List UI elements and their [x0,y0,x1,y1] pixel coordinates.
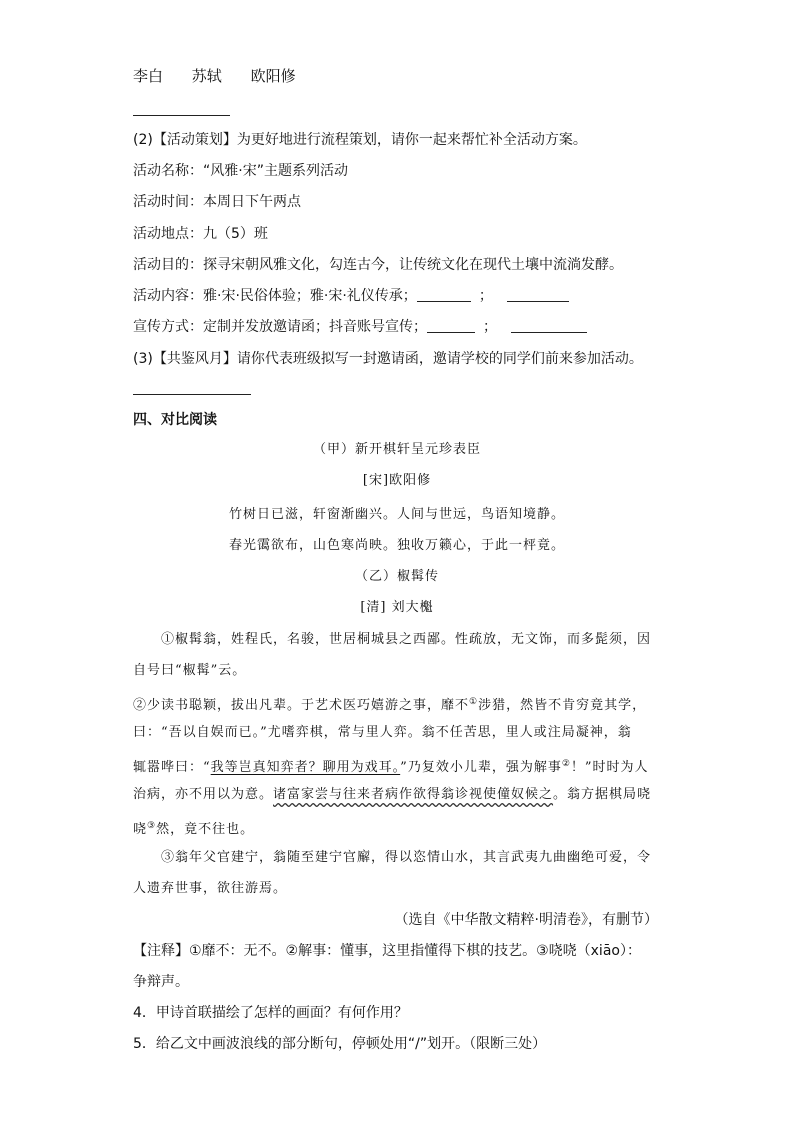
question-5: 5．给乙文中画波浪线的部分断句，停顿处用“/”划开。（限断三处） [133,1036,547,1052]
poet-list [133,67,296,85]
prose-p2-line-4 [133,786,651,804]
question-4: 4．甲诗首联描绘了怎样的画面？有何作用？ [133,1005,408,1021]
prose-p3-line-1: ③翁年父官建宁，翁随至建宁官廨，得以恣情山水，其言武夷九曲幽绝可爱，令 [161,850,652,865]
p2a-text: ②少读书聪颖，拔出凡辈。于艺术医巧嬉游之事，靡不 [133,698,470,713]
notes-line-1: 【注释】①靡不：无不。②解事：懂事，这里指懂得下棋的技艺。③哓哓（xiāo）： [133,943,641,959]
promo-blank-1[interactable] [427,318,475,333]
prose-p3-line-2: 人遗弃世事，欲往游焉。 [133,881,288,896]
prose-p2-line-3 [133,755,649,777]
note-marker-3: ③ [147,821,157,831]
p2c-mid: ”乃复效小儿辈，强为解事 [400,760,562,775]
p2e-post: 然，竟不往也。 [156,822,255,837]
activity-place: 活动地点：九（5）班 [133,226,268,242]
poet-su-shi: 苏轼 [191,67,222,85]
activity-goal: 活动目的：探寻宋朝风雅文化，勾连古今，让传统文化在现代土壤中流淌发酵。 [133,257,623,273]
activity-content [133,287,569,305]
prose-p1-line-2: 自号曰“椒髯”云。 [133,663,247,678]
promo-sep: ； [483,319,497,335]
activity-name: 活动名称：“风雅·宋”主题系列活动 [133,163,348,179]
prose-title: （乙）椒髯传 [354,569,439,584]
p2a-rest: 涉猎，然皆不肯穷竟其学， [478,698,647,713]
content-blank-1[interactable] [417,287,471,302]
promotion-method [133,318,587,336]
poem-title: （甲）新开棋轩呈元珍表臣 [312,442,481,457]
prose-p2-line-2: 曰：“吾以自娱而已。”尤嗜弈棋，常与里人弈。翁不任苦思，里人或注局凝神，翁 [133,725,632,740]
p2c-post: ！”时时为人 [570,760,649,775]
p2d-post: 。翁方据棋局哓 [553,787,652,802]
source-citation: （选自《中华散文精粹·明清卷》，有删节） [394,912,658,928]
note-marker-2: ② [561,759,571,769]
section-title: 四、对比阅读 [133,412,217,428]
answer-line-1[interactable] [133,115,230,116]
activity-content-text: 活动内容：雅·宋·民俗体验；雅·宋·礼仪传承； [133,288,417,304]
prose-p2-line-1 [133,693,646,715]
poem-line-2: 春光霭欲布，山色寒尚映。独收万籁心，于此一枰竟。 [228,538,565,553]
notes-line-2: 争辩声。 [133,974,189,990]
promo-blank-2[interactable] [511,318,587,333]
poet-li-bai: 李白 [133,67,164,85]
p2e-pre: 哓 [133,822,148,837]
poem-line-1: 竹树日已滋，轩窗渐幽兴。人间与世远，鸟语知境静。 [228,507,565,522]
note-marker-1: ① [469,697,479,707]
poet-ouyang-xiu: 欧阳修 [250,67,296,85]
content-blank-2[interactable] [507,287,569,302]
q3-invitation: (3)【共鉴风月】请你代表班级拟写一封邀请函，邀请学校的同学们前来参加活动。 [133,351,643,367]
p2d-pre: 治病，亦不用以为意。 [133,787,274,802]
answer-line-2[interactable] [133,394,251,395]
prose-p2-line-5 [133,817,254,839]
activity-time: 活动时间：本周日下午两点 [133,194,301,210]
content-sep: ； [478,288,493,304]
poem-author: [宋]欧阳修 [362,473,432,488]
p2c-pre: 辄嚣哗曰：“ [133,760,211,775]
prose-author: [清] 刘大櫆 [360,600,434,615]
underlined-sentence: 我等岂真知弈者？聊用为戏耳。 [210,760,401,775]
wavy-underlined-sentence: 诸富家尝与往来者病作欲得翁诊视使僮奴候之 [273,787,554,802]
prose-p1-line-1: ①椒髯翁，姓程氏，名骏，世居桐城县之西鄙。性疏放，无文饰，而多髭须，因 [161,632,652,647]
promotion-text: 宣传方式：定制并发放邀请函；抖音账号宣传； [133,319,427,335]
q2-intro: (2)【活动策划】为更好地进行流程策划，请你一起来帮忙补全活动方案。 [133,132,587,148]
